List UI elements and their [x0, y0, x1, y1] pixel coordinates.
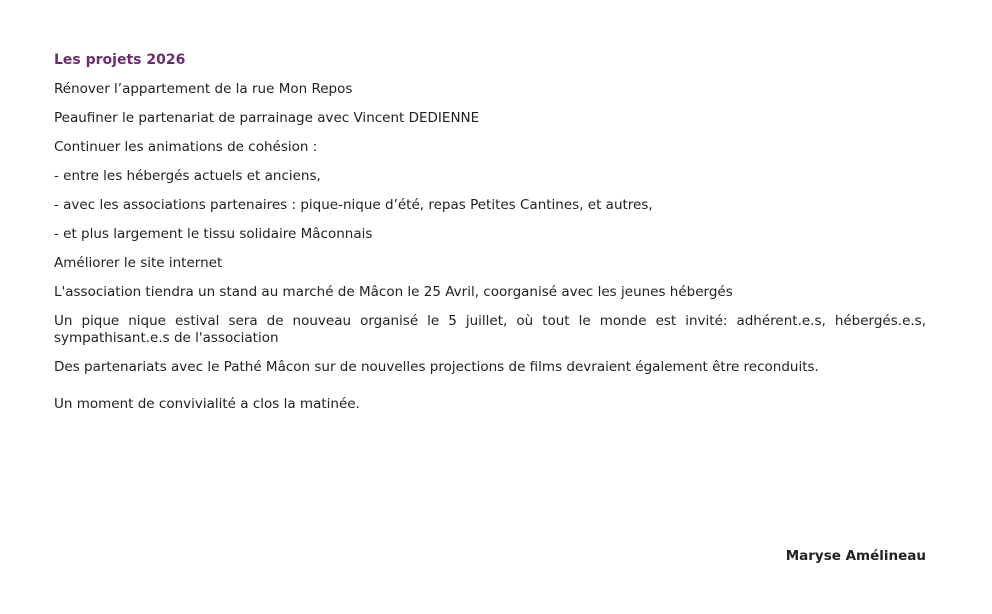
spacer	[54, 388, 926, 396]
paragraph-pathe: Des partenariats avec le Pathé Mâcon sur de nouvelles projections de films devraient également être reconduits.	[54, 359, 819, 375]
signature: Maryse Amélineau	[785, 548, 926, 564]
closing-sentence: Un moment de convivialité a clos la matinée.	[54, 396, 360, 412]
paragraph-stand-marche: L'association tiendra un stand au marché de Mâcon le 25 Avril, coorganisé avec les jeunes hébergés	[54, 284, 733, 300]
list-item-tissu-solidaire: - et plus largement le tissu solidaire Mâconnais	[54, 226, 373, 242]
document-body	[54, 52, 926, 425]
paragraph-pique-nique: Un pique nique estival sera de nouveau organisé le 5 juillet, où tout le monde est invité: adhérent.e.s, hébergés.e.s, sympathisant.e.s de l'association	[54, 313, 926, 346]
paragraph-site-internet: Améliorer le site internet	[54, 255, 223, 271]
list-item-heberges: - entre les hébergés actuels et anciens,	[54, 168, 321, 184]
section-title: Les projets 2026	[54, 52, 186, 68]
paragraph-animations: Continuer les animations de cohésion :	[54, 139, 318, 155]
paragraph-parrainage: Peaufiner le partenariat de parrainage avec Vincent DEDIENNE	[54, 110, 480, 126]
paragraph-renover: Rénover l’appartement de la rue Mon Repos	[54, 81, 353, 97]
list-item-associations: - avec les associations partenaires : pique-nique d’été, repas Petites Cantines, et autres,	[54, 197, 653, 213]
